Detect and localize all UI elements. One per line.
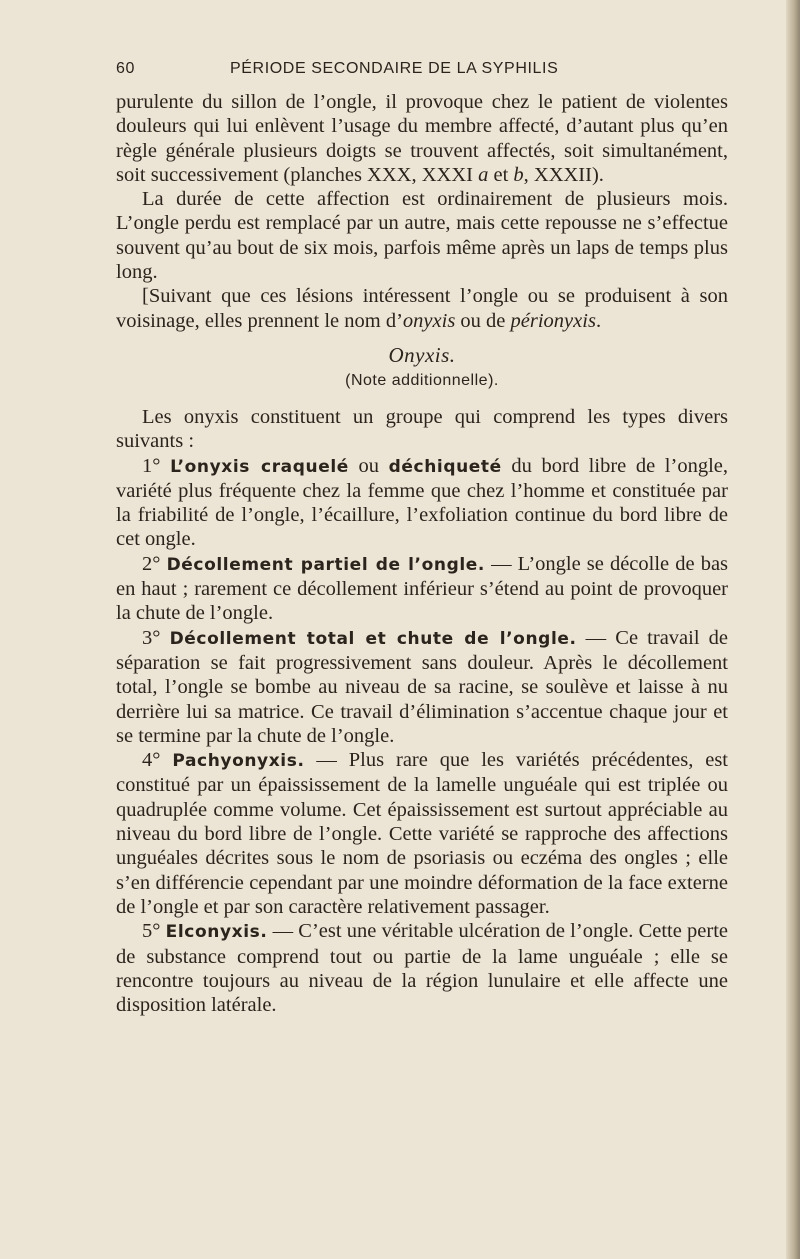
paragraph-duration: La durée de cette affection est ordinairement de plusieurs mois. L’ongle perdu est remplacé par un autre, mais cette repousse ne s’effectue souvent qu’au bout de six mois, parfois même après un laps de temps plus long. [116, 188, 728, 284]
list-intro: Les onyxis constituent un groupe qui comprend les types divers suivants : [116, 405, 728, 453]
term-dechiquete: déchiqueté [388, 456, 502, 477]
term-pachyonyxis: Pachyonyxis. [172, 751, 305, 772]
term-elconyxis: Elconyxis. [165, 922, 268, 943]
book-page [116, 60, 728, 1017]
list-item-2: 2° Décollement partiel de l’ongle. — L’ongle se décolle de bas en haut ; rarement ce décollement inférieur s’étend au point de provoquer la chute de l’ongle. [116, 552, 729, 625]
page-number: 60 [116, 60, 135, 77]
page-edge [786, 0, 800, 1259]
term-onyxis-craquele: L’onyxis craquelé [170, 456, 349, 477]
running-title: PÉRIODE SECONDAIRE DE LA SYPHILIS [230, 60, 559, 77]
running-head [116, 60, 728, 90]
list-item-3: 3° Décollement total et chute de l’ongle. — Ce travail de séparation se fait progressivement sans douleur. Après le décollement total, l’ongle se bombe au niveau de sa racine, se soulève et laisse à nu derrière lui sa matrice. Ce travail d’élimination s’accentue chaque jour et se termine par la chute de l’ongle. [116, 626, 729, 747]
paragraph-naming: [Suivant que ces lésions intéressent l’ongle ou se produisent à son voisinage, elles prennent le nom d’onyxis ou de périonyxis. [116, 285, 728, 332]
paragraph-continuation: purulente du sillon de l’ongle, il provoque chez le patient de violentes douleurs qui lui enlèvent l’usage du membre affecté, d’autant plus qu’en règle générale plusieurs doigts se trouvent affectés, soit simultanément, soit successivement (planches XXX, XXXI a et b, XXXII). [116, 91, 728, 186]
list-item-4: 4° Pachyonyxis. — Plus rare que les variétés précédentes, est constitué par un épaississement de la lamelle unguéale qui est triplée ou quadruplée comme volume. Cet épaississement est surtout appréciable au niveau du bord libre de l’ongle. Cette variété se rapproche des affections unguéales décrites sous le nom de psoriasis ou eczéma des ongles ; elle s’en différencie cependant par une moindre déformation de la face externe de l’ongle et par son caractère relativement passager. [116, 749, 729, 918]
list-item-5: 5° Elconyxis. — C’est une véritable ulcération de l’ongle. Cette perte de substance comprend tout ou partie de la lame unguéale ; elle se rencontre toujours au niveau de la région lunulaire et elle affecte une disposition latérale. [116, 920, 728, 1017]
section-note: (Note additionnelle). [345, 371, 499, 389]
section-heading: Onyxis. [388, 342, 456, 367]
term-decollement-total: Décollement total et chute de l’ongle. [169, 628, 577, 649]
term-decollement-partiel: Décollement partiel de l’ongle. [166, 554, 485, 575]
list-item-1: 1° L’onyxis craquelé ou déchiqueté du bord libre de l’ongle, variété plus fréquente chez la femme que chez l’homme et constituée par la friabilité de l’ongle, l’écaillure, l’exfoliation continue du bord libre de cet ongle. [116, 454, 729, 551]
body-text [116, 90, 728, 1017]
